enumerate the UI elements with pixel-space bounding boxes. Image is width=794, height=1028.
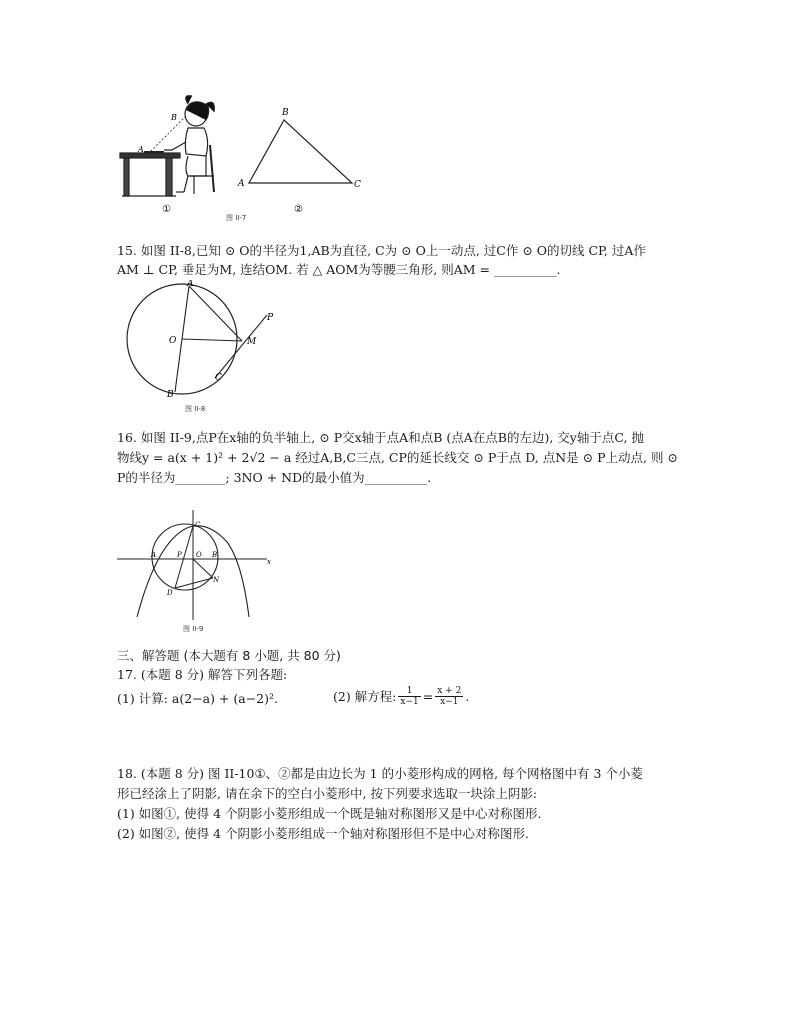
figure-ii8-caption: 图 II-8 [185,405,206,413]
figure-ii9 [117,502,277,638]
q17-fraction-left-den: x−1 [400,697,419,707]
fig8-label-c: C [215,373,222,383]
q18-line3: (1) 如图①, 使得 4 个阴影小菱形组成一个既是轴对称图形又是中心对称图形. [117,806,542,821]
section3-heading: 三、解答题 (本大题有 8 小题, 共 80 分) [117,648,341,663]
fig8-label-a: A [187,280,194,289]
figure-ii8 [117,280,287,420]
circle-p [152,524,218,590]
fig8-label-m: M [247,337,257,347]
fig8-label-b: B [167,390,174,400]
q18-line4: (2) 如图②, 使得 4 个阴影小菱形组成一个轴对称图形但不是中心对称图形. [117,826,530,841]
fig9-label-p: P [177,551,182,559]
fig9-label-a: A [151,551,157,559]
figure-ii7-caption: 图 II-7 [226,214,247,222]
girl-label-b: B [171,113,177,122]
figure-ii9-caption: 图 II-9 [183,625,204,633]
fig9-label-n: N [213,576,220,584]
q17-fraction-left-num: 1 [398,686,420,697]
q17-fraction-right-num: x + 2 [437,686,462,696]
triangle-label-a: A [238,179,245,189]
q16-line3: P的半径为________; 3NO + ND的最小值为__________. [117,470,432,485]
q18-line1: 18. (本题 8 分) 图 II-10①、②都是由边长为 1 的小菱形构成的网格, 每个网格图中有 3 个小菱 [117,766,643,781]
q17-equals: = [422,688,434,704]
girl-label-a: A [138,145,144,154]
triangle-label-b: B [282,108,289,118]
q17-part2-prefix: (2) 解方程: [333,688,397,704]
q16-line1: 16. 如图 II-9,点P在x轴的负半轴上, ⊙ P交x轴于点A和点B (点A在点B的左边), 交y轴于点C, 抛 [117,430,644,445]
fig8-label-p: P [267,313,274,323]
fig9-label-b: B [212,551,218,559]
fig9-label-o: O [196,551,202,559]
q17-part1: (1) 计算: a(2−a) + (a−2)². [117,691,278,706]
q15-line2: AM ⊥ CP, 垂足为M, 连结OM. 若 △ AOM为等腰三角形, 则AM = __________. [117,262,561,277]
q17-title: 17. (本题 8 分) 解答下列各题: [117,667,288,682]
q17-period: . [465,688,470,704]
figure-ii7 [114,90,364,228]
fig9-label-d: D [167,589,173,597]
q18-line2: 形已经涂上了阴影, 请在余下的空白小菱形中, 按下列要求选取一块涂上阴影: [117,786,538,801]
q17-part2 [333,686,469,707]
q17-fraction-right-den: x−1 [440,697,459,707]
figure-ii8-drawing [117,280,287,420]
panel1-label: ① [162,204,171,215]
q16-line2: 物线y = a(x + 1)² + 2√2 − a 经过A,B,C三点, CP的延长线交 ⊙ P于点 D, 点N是 ⊙ P上动点, 则 ⊙ [117,450,678,465]
fig9-label-x: x [267,558,271,566]
figure-ii7-drawing [114,90,364,228]
girl-at-desk-illustration [120,96,214,196]
q17-fraction-right [435,686,463,707]
fig8-label-o: O [169,336,177,346]
triangle-label-c: C [354,180,361,190]
q17-fraction-left [398,686,420,707]
figure-ii9-drawing [117,502,277,638]
fig9-label-c: C [195,521,201,529]
panel2-label: ② [294,204,303,215]
q15-line1: 15. 如图 II-8,已知 ⊙ O的半径为1,AB为直径, C为 ⊙ O上一动点, 过C作 ⊙ O的切线 CP, 过A作 [117,243,646,258]
triangle-abc [249,120,352,183]
